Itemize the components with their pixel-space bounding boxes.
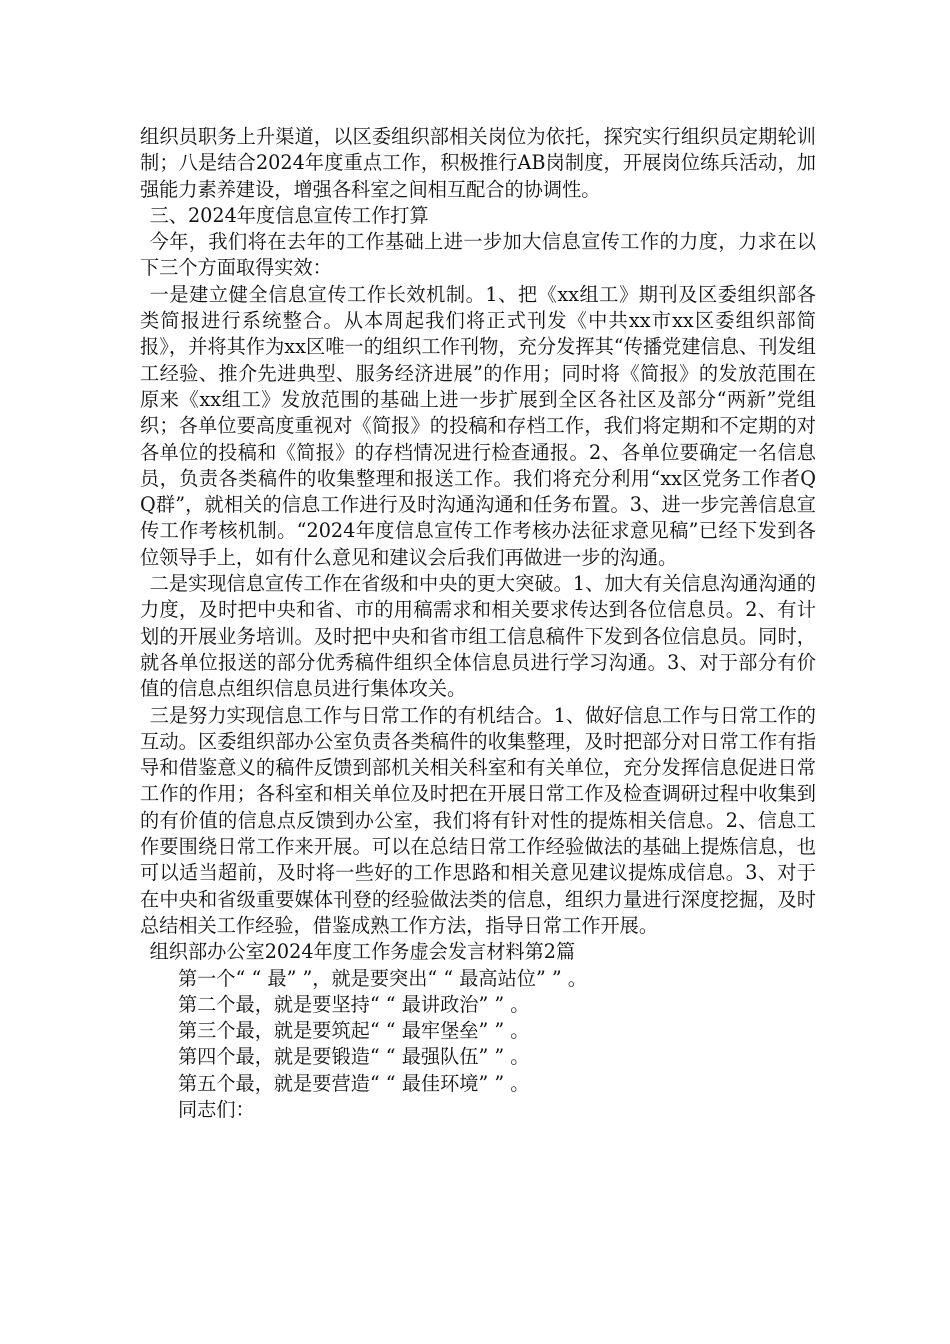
- list-item: 第三个最，就是要筑起“ “ 最牢堡垒” ” 。: [178, 1019, 530, 1043]
- paragraph-continuation: 组织员职务上升渠道，以区委组织部相关岗位为依托，探究实行组织员定期轮训制；八是结合2024年度重点工作，积极推行AB岗制度，开展岗位练兵活动，加强能力素养建设，增强各科室之间相互配合的协调性。: [140, 125, 816, 201]
- article-title: 组织部办公室2024年度工作务虚会发言材料第2篇: [149, 940, 576, 964]
- point-three: 三是努力实现信息工作与日常工作的有机结合。1、做好信息工作与日常工作的互动。区委组织部办公室负责各类稿件的收集整理，及时把部分对日常工作有指导和借鉴意义的稿件反馈到部机关相关科室和有关单位，充分发挥信息促进日常工作的作用；各科室和相关单位及时把在开展日常工作及检查调研过程中收集到的有价值的信息点反馈到办公室，我们将有针对性的提炼相关信息。2、信息工作要围绕日常工作来开展。可以在总结日常工作经验做法的基础上提炼信息，也可以适当超前，及时将一些好的工作思路和相关意见建议提炼成信息。3、对于在中央和省级重要媒体刊登的经验做法类的信息，组织力量进行深度挖掘，及时总结相关工作经验，借鉴成熟工作方法，指导日常工作开展。: [140, 703, 816, 937]
- section-intro: 今年，我们将在去年的工作基础上进一步加大信息宣传工作的力度，力求在以下三个方面取得实效：: [140, 230, 816, 280]
- salutation: 同志们：: [178, 1097, 255, 1121]
- list-item: 第二个最，就是要坚持“ “ 最讲政治” ” 。: [178, 992, 530, 1016]
- point-one: 一是建立健全信息宣传工作长效机制。1、把《xx组工》期刊及区委组织部各类简报进行系统整合。从本周起我们将正式刊发《中共xx市xx区委组织部简报》，并将其作为xx区唯一的组织工作刊物，充分发挥其“传播党建信息、刊发组工经验、推介先进典型、服务经济进展”的作用；同时将《简报》的发放范围在原来《xx组工》发放范围的基础上进一步扩展到全区各社区及部分“两新”党组织；各单位要高度重视对《简报》的投稿和存档工作，我们将定期和不定期的对各单位的投稿和《简报》的存档情况进行检查通报。2、各单位要确定一名信息员，负责各类稿件的收集整理和报送工作。我们将充分利用“xx区党务工作者QQ群”，就相关的信息工作进行及时沟通沟通和任务布置。3、进一步完善信息宣传工作考核机制。“2024年度信息宣传工作考核办法征求意见稿”已经下发到各位领导手上，如有什么意见和建议会后我们再做进一步的沟通。: [140, 282, 816, 569]
- list-item: 第一个“ “ 最” ”，就是要突出“ “ 最高站位” ” 。: [178, 966, 587, 990]
- list-item: 第五个最，就是要营造“ “ 最佳环境” ” 。: [178, 1071, 530, 1095]
- list-item: 第四个最，就是要锻造“ “ 最强队伍” ” 。: [178, 1045, 530, 1069]
- point-two: 二是实现信息宣传工作在省级和中央的更大突破。1、加大有关信息沟通沟通的力度，及时把中央和省、市的用稿需求和相关要求传达到各位信息员。2、有计划的开展业务培训。及时把中央和省市组工信息稿件下发到各位信息员。同时，就各单位报送的部分优秀稿件组织全体信息员进行学习沟通。3、对于部分有价值的信息点组织信息员进行集体攻关。: [140, 572, 816, 701]
- document-page: [140, 124, 816, 1123]
- section-heading: 三、2024年度信息宣传工作打算: [149, 203, 429, 227]
